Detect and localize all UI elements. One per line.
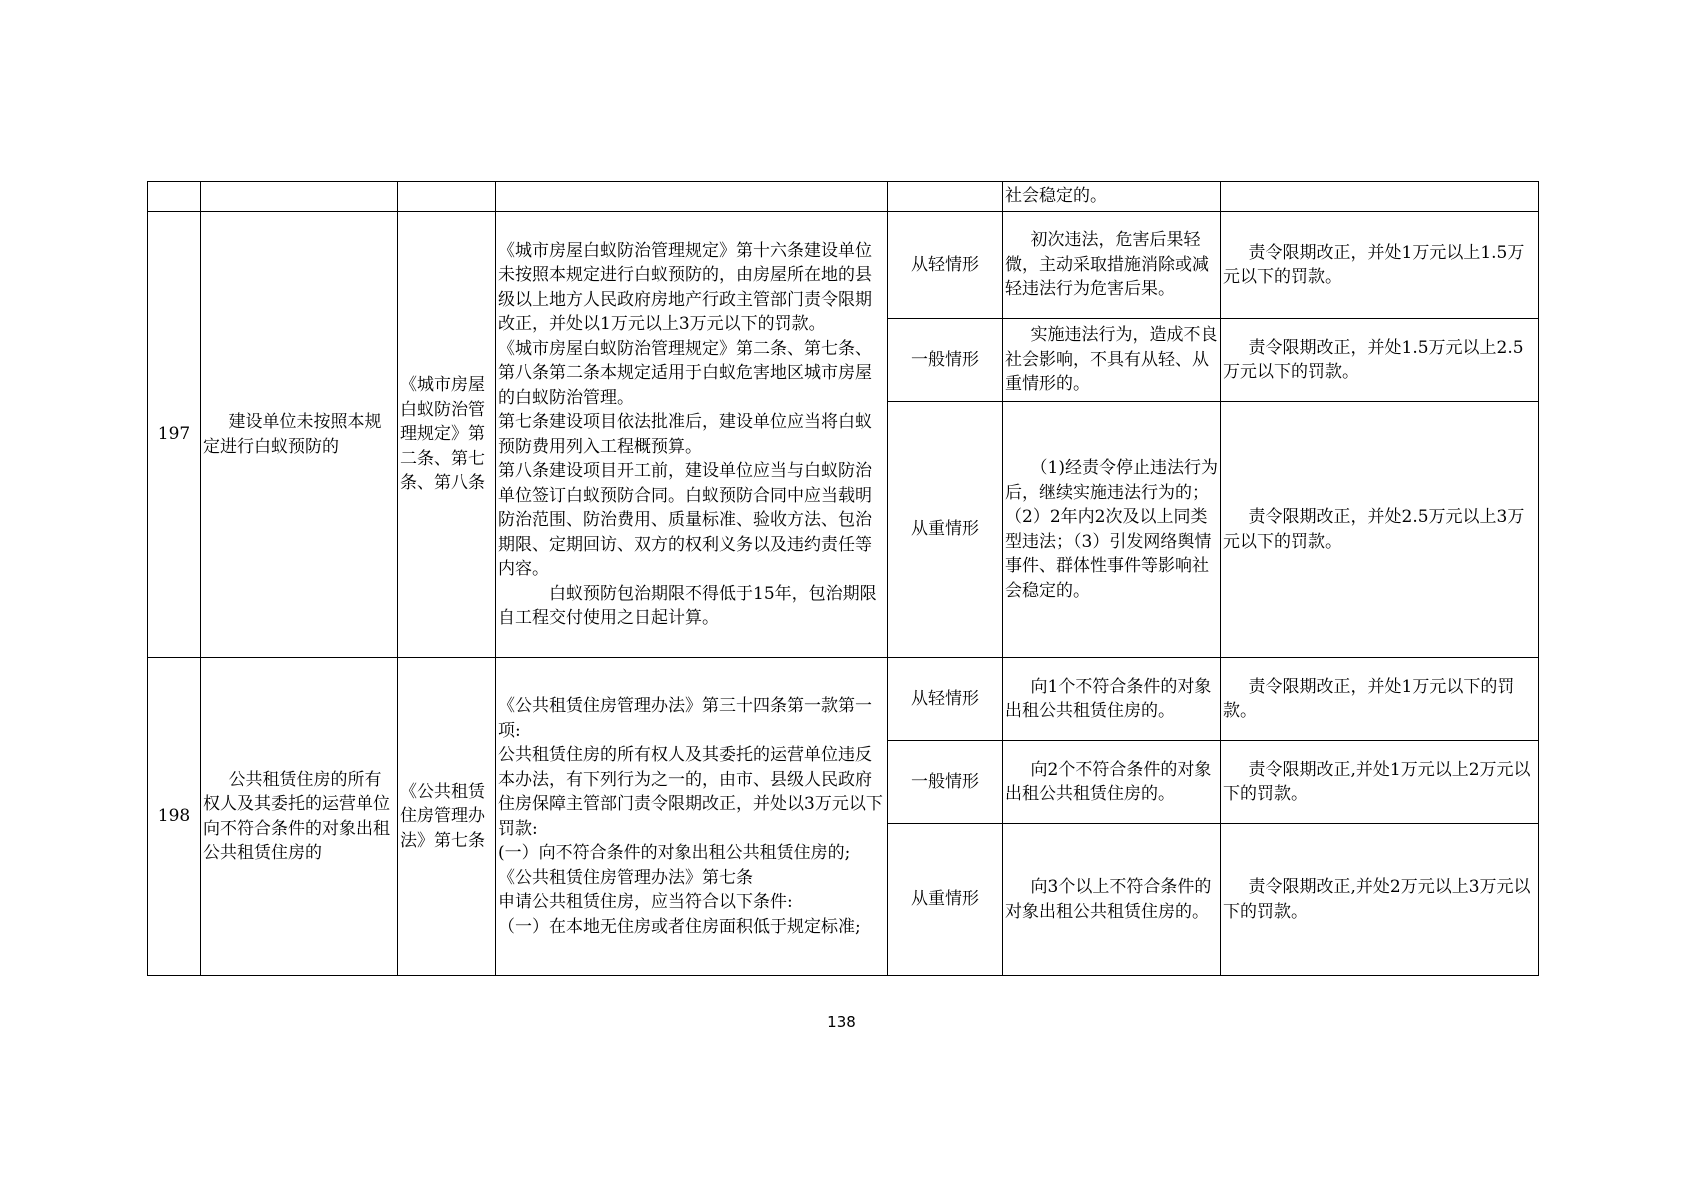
table-cell — [201, 182, 398, 212]
penalty-cell: 责令限期改正，并处1.5万元以上2.5万元以下的罚款。 — [1221, 319, 1539, 402]
legal-basis: 《城市房屋白蚁防治管理规定》第二条、第七条、第八条 — [398, 212, 496, 658]
provision-text: 公共租赁住房的所有权人及其委托的运营单位违反本办法，有下列行为之一的，由市、县级人民政府住房保障主管部门责令限期改正，并处以3万元以下罚款: — [498, 745, 883, 839]
provision-text: (一）向不符合条件的对象出租公共租赁住房的; — [498, 843, 851, 863]
page-number: 138 — [827, 1013, 856, 1031]
provision-text: 《公共租赁住房管理办法》第三十四条第一款第一项: — [498, 696, 872, 741]
severity-level: 从轻情形 — [888, 212, 1003, 319]
penalty-cell: 责令限期改正，并处1万元以下的罚款。 — [1221, 658, 1539, 741]
condition-cell: （1)经责令停止违法行为后，继续实施违法行为的；（2）2年内2次及以上同类型违法；（3）引发网络舆情事件、群体性事件等影响社会稳定的。 — [1003, 402, 1221, 658]
row-number: 197 — [148, 212, 201, 658]
table-cell — [888, 182, 1003, 212]
table-row — [148, 212, 1539, 319]
penalty-cell: 责令限期改正，并处2.5万元以上3万元以下的罚款。 — [1221, 402, 1539, 658]
severity-level: 从轻情形 — [888, 658, 1003, 741]
condition-cell: 向3个以上不符合条件的对象出租公共租赁住房的。 — [1003, 824, 1221, 976]
provision-text: （一）在本地无住房或者住房面积低于规定标准; — [498, 916, 861, 937]
table-row — [148, 182, 1539, 212]
condition-cell: 社会稳定的。 — [1003, 182, 1221, 212]
penalty-cell: 责令限期改正,并处1万元以上2万元以下的罚款。 — [1221, 741, 1539, 824]
severity-level: 从重情形 — [888, 402, 1003, 658]
provision-text: 《城市房屋白蚁防治管理规定》第二条、第七条、第八条第二条本规定适用于白蚁危害地区城市房屋的白蚁防治管理。 — [498, 338, 872, 408]
table-cell — [496, 182, 888, 212]
provision-text: 《城市房屋白蚁防治管理规定》第十六条建设单位未按照本规定进行白蚁预防的，由房屋所在地的县级以上地方人民政府房地产行政主管部门责令限期改正，并处以1万元以上3万元以下的罚款。 — [498, 240, 872, 334]
provision-text: 第八条建设项目开工前，建设单位应当与白蚁防治单位签订白蚁预防合同。白蚁预防合同中应当载明防治范围、防治费用、质量标准、验收方法、包治期限、定期回访、双方的权利义务以及违约责任等内容。 — [498, 461, 872, 579]
provision-text: 第七条建设项目依法批准后，建设单位应当将白蚁预防费用列入工程概预算。 — [498, 412, 872, 457]
legal-basis: 《公共租赁住房管理办法》第七条 — [398, 658, 496, 976]
violation-name: 公共租赁住房的所有权人及其委托的运营单位向不符合条件的对象出租公共租赁住房的 — [201, 658, 398, 976]
severity-level: 一般情形 — [888, 741, 1003, 824]
penalty-cell: 责令限期改正，并处1万元以上1.5万元以下的罚款。 — [1221, 212, 1539, 319]
condition-cell: 向1个不符合条件的对象出租公共租赁住房的。 — [1003, 658, 1221, 741]
table-cell — [398, 182, 496, 212]
penalty-cell: 责令限期改正,并处2万元以上3万元以下的罚款。 — [1221, 824, 1539, 976]
severity-level: 一般情形 — [888, 319, 1003, 402]
provision-text: 《公共租赁住房管理办法》第七条 — [498, 867, 753, 888]
table-cell — [148, 182, 201, 212]
legal-provisions — [496, 212, 888, 658]
table-cell — [1221, 182, 1539, 212]
condition-cell: 向2个不符合条件的对象出租公共租赁住房的。 — [1003, 741, 1221, 824]
violation-name: 建设单位未按照本规定进行白蚁预防的 — [201, 212, 398, 658]
condition-cell: 初次违法，危害后果轻微，主动采取措施消除或减轻违法行为危害后果。 — [1003, 212, 1221, 319]
row-number: 198 — [148, 658, 201, 976]
severity-level: 从重情形 — [888, 824, 1003, 976]
penalty-standards-table — [147, 181, 1539, 976]
condition-cell: 实施违法行为，造成不良社会影响，不具有从轻、从重情形的。 — [1003, 319, 1221, 402]
provision-text: 白蚁预防包治期限不得低于15年，包治期限自工程交付使用之日起计算。 — [498, 583, 877, 628]
table-row — [148, 658, 1539, 741]
provision-text: 申请公共租赁住房，应当符合以下条件: — [498, 892, 793, 912]
legal-provisions — [496, 658, 888, 976]
